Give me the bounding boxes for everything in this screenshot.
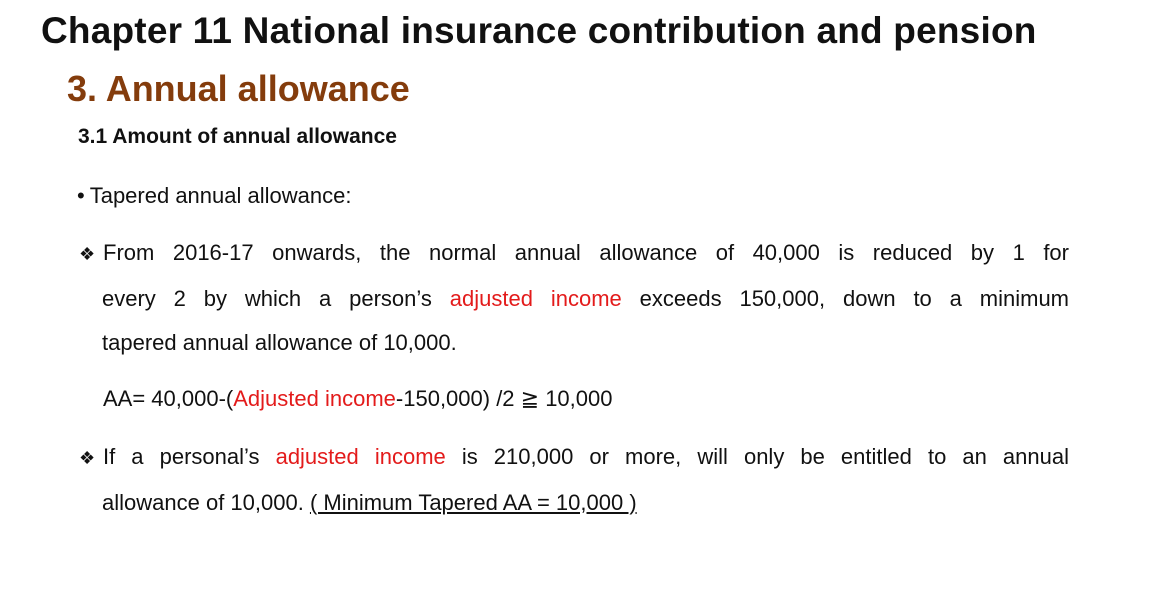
highlight-adjusted-income: adjusted income [275,444,446,469]
bullet-text: Tapered annual allowance: [89,183,352,208]
paragraph-line [79,277,1069,322]
formula-prefix: AA= 40,000-( [103,386,234,411]
paragraph-taper-rule [79,231,1069,366]
formula [103,386,613,412]
diamond-bullet-icon: ❖ [79,244,96,264]
paragraph-text: every 2 by which a person’s [102,285,450,311]
section-title: 3. Annual allowance [67,68,410,109]
paragraph-line [79,435,1069,481]
highlight-adjusted-income: adjusted income [449,285,622,311]
subsection-title: 3.1 Amount of annual allowance [78,125,397,148]
paragraph-text: is 210,000 or more, will only be entitled to an annual [445,444,1069,469]
paragraph-line [79,321,1069,366]
paragraph-text: If a personal’s [103,444,276,469]
formula-suffix: -150,000) /2 ≧ 10,000 [395,386,613,411]
highlight-adjusted-income: Adjusted income [233,386,396,411]
chapter-title: Chapter 11 National insurance contribution and pension [41,10,1037,51]
paragraph-text: From 2016-17 onwards, the normal annual allowance of 40,000 is reduced by 1 for [103,240,1069,265]
minimum-tapered-aa-note: ( Minimum Tapered AA = 10,000 ) [309,489,637,515]
paragraph-text: allowance of 10,000. [102,489,310,515]
paragraph-line [79,231,1069,277]
paragraph-text: exceeds 150,000, down to a minimum [621,285,1070,311]
paragraph-minimum-rule [79,435,1069,525]
bullet-dot-icon: • [77,183,85,208]
paragraph-text: tapered annual allowance of 10,000. [102,330,457,355]
diamond-bullet-icon: ❖ [79,448,96,468]
paragraph-line [79,481,1069,526]
bullet-tapered-allowance [77,183,351,209]
